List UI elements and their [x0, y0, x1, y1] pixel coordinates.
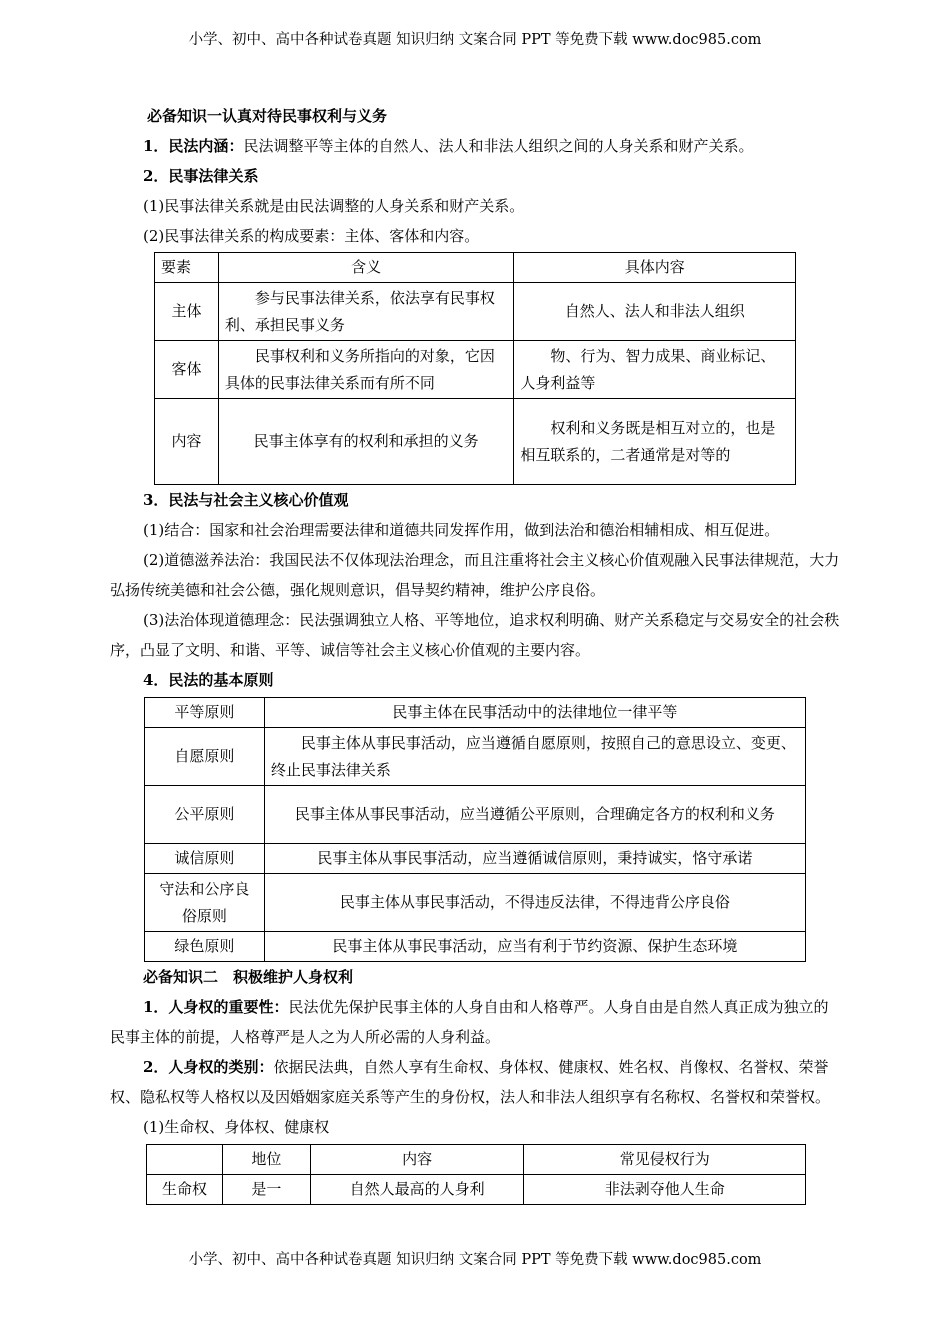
table-cell: 参与民事法律关系，依法享有民事权利、承担民事义务 — [218, 283, 514, 341]
table-cell: 非法剥夺他人生命 — [524, 1175, 806, 1205]
table-row — [155, 399, 796, 485]
paragraph — [110, 131, 840, 161]
table-cell: 内容 — [155, 399, 219, 485]
table-header: 地位 — [222, 1145, 310, 1175]
table-cell: 是一 — [222, 1175, 310, 1205]
page-header: 小学、初中、高中各种试卷真题 知识归纳 文案合同 PPT 等免费下载 www.doc985.com — [188, 32, 762, 48]
table-cell: 生命权 — [147, 1175, 223, 1205]
section2-title: 必备知识二 积极维护人身权利 — [143, 968, 354, 986]
table-header-row — [155, 253, 796, 283]
table-header: 内容 — [310, 1145, 524, 1175]
elements-table — [154, 252, 796, 485]
table-cell: 平等原则 — [145, 698, 265, 728]
paragraph: (1)民事法律关系就是由民法调整的人身关系和财产关系。 — [143, 197, 525, 215]
paragraph-text: 依据民法典，自然人享有生命权、身体权、健康权、姓名权、肖像权、名誉权、荣誉权、隐私权等人格权以及因婚姻家庭关系等产生的身份权，法人和非法人组织享有名称权、名誉权和荣誉权。 — [110, 1058, 831, 1106]
table-row — [145, 932, 806, 962]
paragraph: (2)民事法律关系的构成要素：主体、客体和内容。 — [143, 227, 480, 245]
table-cell: 民事主体从事民事活动，应当遵循公平原则，合理确定各方的权利和义务 — [264, 786, 805, 844]
subheading: 2．民事法律关系 — [143, 167, 259, 185]
table-row — [145, 786, 806, 844]
table-row — [155, 283, 796, 341]
paragraph: (2)道德滋养法治：我国民法不仅体现法治理念，而且注重将社会主义核心价值观融入民事法律规范，大力弘扬传统美德和社会公德，强化规则意识，倡导契约精神，维护公序良俗。 — [110, 551, 840, 599]
table-cell: 民事主体从事民事活动，应当遵循自愿原则，按照自己的意思设立、变更、终止民事法律关系 — [264, 728, 805, 786]
table-cell: 诚信原则 — [145, 844, 265, 874]
table-cell: 守法和公序良俗原则 — [145, 874, 265, 932]
table-header: 要素 — [155, 253, 219, 283]
principles-table — [144, 697, 806, 962]
table-cell: 民事权利和义务所指向的对象，它因具体的民事法律关系而有所不同 — [218, 341, 514, 399]
paragraph — [110, 1052, 840, 1112]
subheading: 4．民法的基本原则 — [143, 671, 274, 689]
table-row — [145, 728, 806, 786]
table-header: 具体内容 — [514, 253, 796, 283]
paragraph: (3)法治体现道德理念：民法强调独立人格、平等地位，追求权利明确、财产关系稳定与交易安全的社会秩序，凸显了文明、和谐、平等、诚信等社会主义核心价值观的主要内容。 — [110, 611, 840, 659]
table-cell: 主体 — [155, 283, 219, 341]
table-header-row — [147, 1145, 806, 1175]
table-cell: 物、行为、智力成果、商业标记、人身利益等 — [514, 341, 796, 399]
page-footer: 小学、初中、高中各种试卷真题 知识归纳 文案合同 PPT 等免费下载 www.doc985.com — [188, 1252, 762, 1268]
subheading: 3．民法与社会主义核心价值观 — [143, 491, 349, 509]
table-cell: 自然人最高的人身利 — [310, 1175, 524, 1205]
paragraph-label: 2．人身权的类别： — [143, 1058, 274, 1076]
table-cell: 民事主体从事民事活动，不得违反法律，不得违背公序良俗 — [264, 874, 805, 932]
paragraph: (1)生命权、身体权、健康权 — [143, 1118, 330, 1136]
table-cell: 公平原则 — [145, 786, 265, 844]
paragraph-text: 民法调整平等主体的自然人、法人和非法人组织之间的人身关系和财产关系。 — [243, 137, 754, 155]
paragraph-text: 民法优先保护民事主体的人身自由和人格尊严。人身自由是自然人真正成为独立的民事主体的前提，人格尊严是人之为人所必需的人身利益。 — [110, 998, 829, 1046]
table-cell: 民事主体从事民事活动，应当有利于节约资源、保护生态环境 — [264, 932, 805, 962]
table-row — [145, 844, 806, 874]
section1-title: 必备知识一认真对待民事权利与义务 — [147, 107, 388, 125]
rights-table — [146, 1144, 806, 1205]
table-row — [145, 698, 806, 728]
table-header — [147, 1145, 223, 1175]
table-row — [147, 1175, 806, 1205]
table-cell: 民事主体享有的权利和承担的义务 — [218, 399, 514, 485]
paragraph: (1)结合：国家和社会治理需要法律和道德共同发挥作用，做到法治和德治相辅相成、相互促进。 — [143, 521, 780, 539]
table-header: 含义 — [218, 253, 514, 283]
table-cell: 自然人、法人和非法人组织 — [514, 283, 796, 341]
table-row — [155, 341, 796, 399]
table-cell: 绿色原则 — [145, 932, 265, 962]
table-cell: 民事主体在民事活动中的法律地位一律平等 — [264, 698, 805, 728]
table-cell: 民事主体从事民事活动，应当遵循诚信原则，秉持诚实，恪守承诺 — [264, 844, 805, 874]
paragraph-label: 1．民法内涵： — [143, 137, 244, 155]
table-cell: 自愿原则 — [145, 728, 265, 786]
table-cell: 权利和义务既是相互对立的，也是相互联系的，二者通常是对等的 — [514, 399, 796, 485]
paragraph — [110, 992, 840, 1052]
paragraph-label: 1．人身权的重要性： — [143, 998, 289, 1016]
table-cell: 客体 — [155, 341, 219, 399]
table-header: 常见侵权行为 — [524, 1145, 806, 1175]
table-row — [145, 874, 806, 932]
document-body — [110, 101, 840, 1205]
